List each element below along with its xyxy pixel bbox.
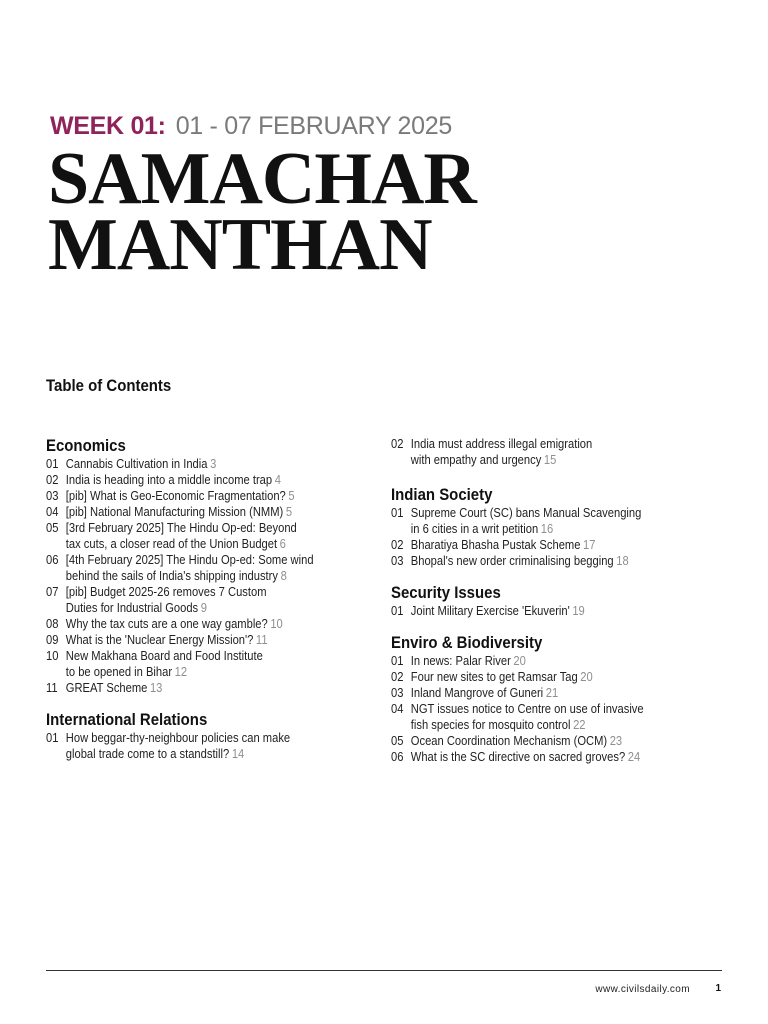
entry-title-line [66, 680, 386, 696]
entry-number: 01 [46, 730, 59, 745]
entry-title-text: Joint Military Exercise 'Ekuverin' [410, 603, 570, 618]
entry-title-text: tax cuts, a closer read of the Union Budget [65, 536, 278, 551]
entry-title-text: In news: Palar River [410, 653, 511, 668]
entry-title-line [66, 488, 386, 504]
entry-page-number: 19 [572, 603, 585, 618]
entry-title-line [66, 600, 386, 616]
entry-title-text: in 6 cities in a writ petition [410, 521, 539, 536]
entry-title-line [66, 568, 386, 584]
entry-title [411, 603, 731, 619]
toc-entry[interactable] [391, 701, 731, 733]
entry-title-text: NGT issues notice to Centre on use of invasive [410, 701, 644, 716]
entry-page-number: 24 [627, 749, 641, 764]
section-indian-society [391, 485, 731, 569]
toc-entry[interactable] [391, 436, 731, 468]
entry-title-text: Duties for Industrial Goods [65, 600, 199, 615]
entry-title [66, 472, 386, 488]
entry-title-text: behind the sails of India's shipping industry [65, 568, 278, 583]
entry-title-text: [3rd February 2025] The Hindu Op-ed: Beyond [65, 520, 297, 535]
entry-page-number: 4 [274, 472, 281, 487]
entry-title-text: What is the 'Nuclear Energy Mission'? [65, 632, 254, 647]
toc-entry[interactable] [391, 603, 731, 619]
toc-entry[interactable] [391, 505, 731, 537]
entry-title-line [66, 746, 386, 762]
entry-title-line [411, 553, 731, 569]
entry-title-line [411, 537, 731, 553]
entry-title-text: Ocean Coordination Mechanism (OCM) [410, 733, 608, 748]
entry-title [411, 733, 731, 749]
entry-title [411, 537, 731, 553]
entry-title [66, 552, 386, 584]
entry-title [411, 653, 731, 669]
entry-title-text: GREAT Scheme [65, 680, 148, 695]
entry-number: 11 [46, 680, 58, 695]
entry-title [66, 648, 386, 680]
entry-title-text: New Makhana Board and Food Institute [65, 648, 263, 663]
entry-number: 01 [391, 653, 404, 668]
entry-page-number: 15 [543, 452, 557, 467]
entry-title [411, 553, 731, 569]
entry-title-text: fish species for mosquito control [410, 717, 571, 732]
title-line-1: SAMACHAR [48, 138, 476, 220]
entry-page-number: 22 [573, 717, 586, 732]
section-title: Indian Society [391, 485, 493, 504]
page-number: 1 [715, 983, 721, 994]
entry-title [66, 504, 386, 520]
entry-title [66, 584, 386, 616]
section-title: International Relations [46, 710, 208, 729]
entry-number: 03 [391, 685, 404, 700]
toc-heading: Table of Contents [46, 376, 172, 395]
toc-entry[interactable] [46, 520, 386, 552]
entry-title-line [411, 717, 731, 733]
toc-entry[interactable] [391, 749, 731, 765]
toc-entry[interactable] [391, 685, 731, 701]
entry-number: 05 [391, 733, 404, 748]
entry-title [66, 456, 386, 472]
entry-title-text: India must address illegal emigration [410, 436, 593, 451]
entry-title-line [411, 701, 731, 717]
section-title: Enviro & Biodiversity [391, 633, 543, 652]
entry-title-line [411, 505, 731, 521]
entry-title-text: What is the SC directive on sacred groves? [410, 749, 626, 764]
publication-title [48, 138, 476, 286]
entry-title [411, 436, 731, 468]
entry-title-text: [4th February 2025] The Hindu Op-ed: Some wind [65, 552, 314, 567]
entry-title-text: Four new sites to get Ramsar Tag [410, 669, 578, 684]
entry-page-number: 12 [174, 664, 188, 679]
entry-page-number: 23 [609, 733, 623, 748]
entry-number: 04 [391, 701, 404, 716]
entry-title-line [411, 521, 731, 537]
entry-title-line [66, 520, 386, 536]
entry-number: 10 [46, 648, 59, 663]
entry-title [66, 680, 386, 696]
entry-title-text: global trade come to a standstill? [65, 746, 230, 761]
entry-page-number: 16 [540, 521, 554, 536]
entry-page-number: 13 [149, 680, 163, 695]
entry-page-number: 5 [285, 504, 293, 519]
entry-title [66, 488, 386, 504]
toc-entry[interactable] [46, 456, 386, 472]
entry-number: 01 [391, 603, 404, 618]
entry-number: 06 [46, 552, 59, 567]
entry-page-number: 9 [200, 600, 207, 615]
entry-page-number: 8 [280, 568, 287, 583]
entry-number: 08 [46, 616, 59, 631]
entry-title-text: with empathy and urgency [410, 452, 542, 467]
entry-number: 02 [391, 669, 404, 684]
entry-title [411, 701, 731, 733]
title-line-2: MANTHAN [48, 204, 432, 286]
entry-title-text: How beggar-thy-neighbour policies can make [65, 730, 291, 745]
entry-title-line [66, 616, 386, 632]
entry-number: 06 [391, 749, 404, 764]
entry-page-number: 21 [545, 685, 559, 700]
footer-divider [46, 970, 722, 971]
toc-entry[interactable] [46, 584, 386, 616]
entry-page-number: 20 [580, 669, 593, 684]
entry-number: 01 [391, 505, 404, 520]
toc-entry[interactable] [46, 488, 386, 504]
entry-page-number: 3 [210, 456, 217, 471]
toc-entry[interactable] [391, 733, 731, 749]
toc-column-left [46, 436, 386, 776]
toc-entry[interactable] [46, 552, 386, 584]
entry-number: 02 [391, 537, 404, 552]
toc-entry[interactable] [46, 730, 386, 762]
entry-page-number: 11 [255, 632, 268, 647]
entry-title-line [411, 436, 731, 452]
entry-title-line [66, 648, 386, 664]
entry-title-text: India is heading into a middle income trap [65, 472, 273, 487]
entry-title-line [411, 603, 731, 619]
entry-title-line [411, 733, 731, 749]
section-international-relations-continued [391, 436, 731, 468]
section-title: Security Issues [391, 583, 501, 602]
section-enviro-biodiversity [391, 633, 731, 765]
toc-entry[interactable] [46, 680, 386, 696]
entry-title-text: [pib] National Manufacturing Mission (NMM) [65, 504, 284, 519]
entry-title-line [66, 472, 386, 488]
toc-column-right [391, 436, 731, 779]
toc-entry[interactable] [391, 553, 731, 569]
entry-title-line [66, 536, 386, 552]
entry-title-line [411, 653, 731, 669]
footer-url[interactable]: www.civilsdaily.com [595, 984, 690, 995]
entry-number: 02 [391, 436, 404, 451]
toc-entry[interactable] [46, 616, 386, 632]
toc-entry[interactable] [391, 653, 731, 669]
entry-title [411, 685, 731, 701]
entry-number: 05 [46, 520, 59, 535]
toc-entry[interactable] [46, 632, 386, 648]
entry-number: 02 [46, 472, 59, 487]
entry-title-text: [pib] What is Geo-Economic Fragmentation? [65, 488, 286, 503]
entry-page-number: 17 [583, 537, 596, 552]
entry-number: 01 [46, 456, 59, 471]
entry-title-line [66, 730, 386, 746]
entry-title [66, 730, 386, 762]
entry-page-number: 18 [616, 553, 629, 568]
section-security-issues [391, 583, 731, 619]
entry-title [66, 616, 386, 632]
entry-page-number: 10 [270, 616, 283, 631]
entry-page-number: 6 [279, 536, 286, 551]
entry-title-line [66, 552, 386, 568]
entry-number: 03 [46, 488, 59, 503]
entry-page-number: 20 [513, 653, 526, 668]
entry-title-text: Bharatiya Bhasha Pustak Scheme [410, 537, 581, 552]
toc-entry[interactable] [46, 648, 386, 680]
entry-title [411, 505, 731, 537]
entry-title-text: Why the tax cuts are a one way gamble? [65, 616, 268, 631]
entry-title [66, 632, 386, 648]
entry-title [66, 520, 386, 552]
entry-title-line [66, 456, 386, 472]
entry-title [411, 669, 731, 685]
toc-entry[interactable] [46, 472, 386, 488]
entry-title-line [66, 504, 386, 520]
entry-title-text: Supreme Court (SC) bans Manual Scavenging [410, 505, 642, 520]
entry-title-line [66, 664, 386, 680]
entry-number: 07 [46, 584, 59, 599]
entry-title-line [66, 584, 386, 600]
entry-title [411, 749, 731, 765]
entry-title-text: to be opened in Bihar [65, 664, 173, 679]
toc-entry[interactable] [391, 669, 731, 685]
week-label: WEEK 01: [50, 112, 166, 140]
entry-number: 04 [46, 504, 59, 519]
entry-page-number: 14 [231, 746, 245, 761]
toc-entry[interactable] [391, 537, 731, 553]
entry-title-line [411, 749, 731, 765]
entry-title-text: Cannabis Cultivation in India [65, 456, 208, 471]
section-international-relations [46, 710, 386, 762]
entry-title-text: Inland Mangrove of Guneri [410, 685, 544, 700]
entry-title-line [411, 685, 731, 701]
entry-title-line [411, 669, 731, 685]
section-title: Economics [46, 436, 126, 455]
entry-title-text: [pib] Budget 2025-26 removes 7 Custom [65, 584, 267, 599]
entry-title-line [411, 452, 731, 468]
section-economics [46, 436, 386, 696]
toc-entry[interactable] [46, 504, 386, 520]
entry-page-number: 5 [288, 488, 295, 503]
entry-title-line [66, 632, 386, 648]
entry-title-text: Bhopal's new order criminalising begging [410, 553, 614, 568]
entry-number: 03 [391, 553, 404, 568]
entry-number: 09 [46, 632, 59, 647]
week-dates: 01 - 07 FEBRUARY 2025 [175, 112, 452, 140]
